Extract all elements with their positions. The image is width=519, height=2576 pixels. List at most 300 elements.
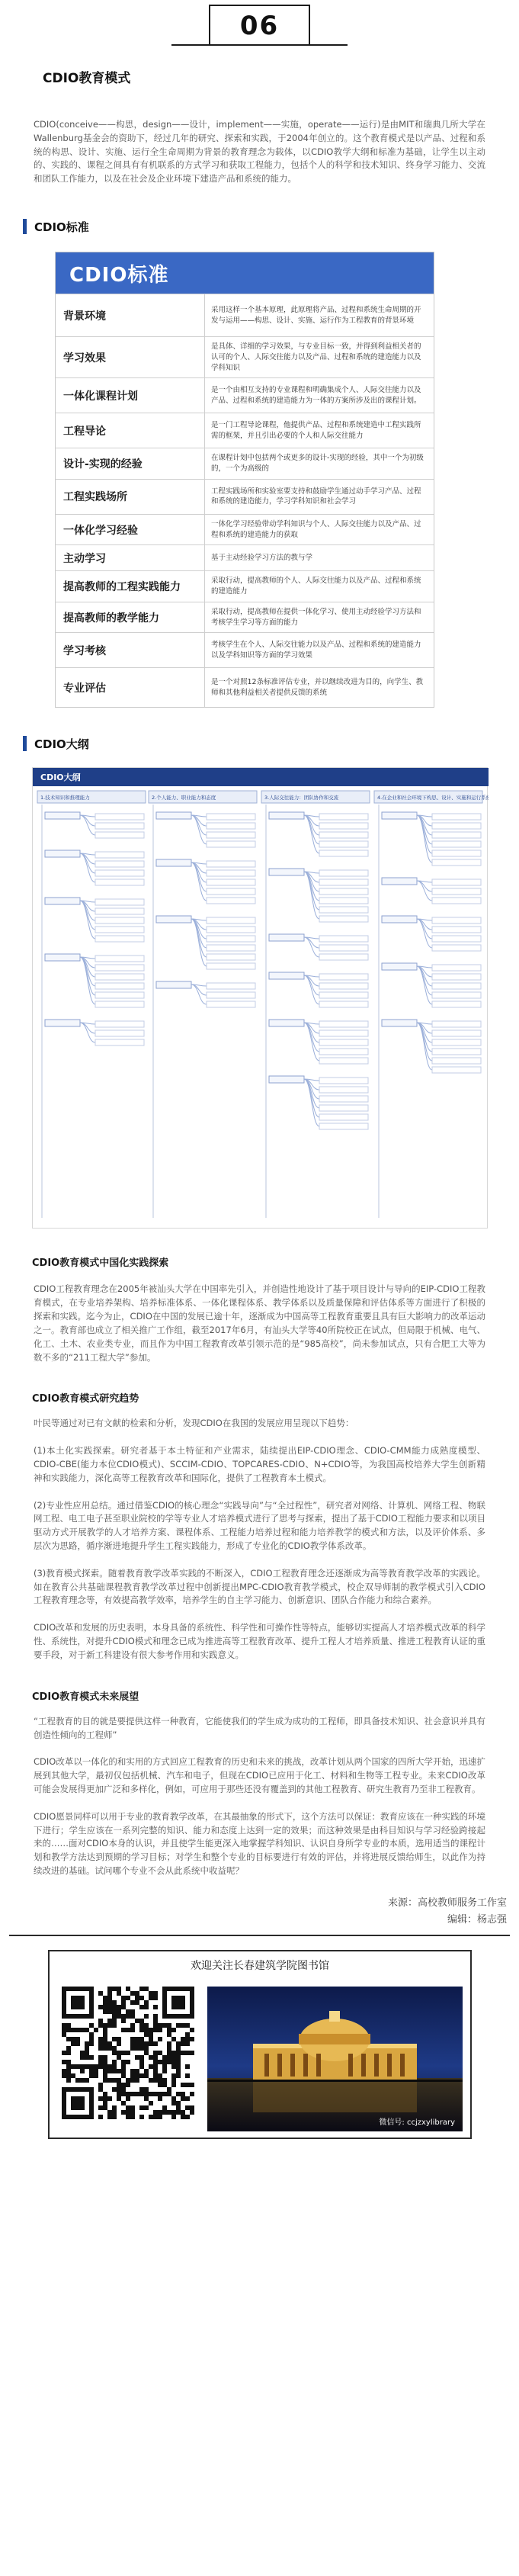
qr-module — [149, 2078, 153, 2083]
qr-module — [107, 2115, 112, 2119]
outline-leaf — [207, 917, 255, 923]
qr-module — [139, 2055, 144, 2060]
qr-module — [149, 2092, 153, 2096]
qr-module — [185, 2037, 190, 2041]
qr-module — [130, 2073, 135, 2078]
qr-module — [98, 2105, 103, 2110]
qr-module — [107, 2041, 112, 2046]
qr-module — [98, 2083, 103, 2087]
qr-module — [149, 2037, 153, 2041]
qr-module — [80, 2069, 85, 2073]
research-point-3: (3)教育模式探索。随着教育教学改革实践的不断深入，CDIO工程教育理念还逐渐成为高等教育教学改革的实践论。如在教育公共基础课程教育教学改革过程中创新提出MPC-CDIO教育教学模式，校企双导师制的教学模式引入CDIO工程教育理念等，有效提高教学效率，培养学生的自主学习能力、创新意识、团队合作能力和综合素养。 — [34, 1567, 485, 1606]
qr-module — [153, 2092, 158, 2096]
qr-module — [103, 2073, 107, 2078]
qr-module — [126, 2009, 130, 2014]
outline-leaf — [432, 1021, 481, 1027]
outline-node — [382, 812, 417, 819]
qr-module — [171, 2037, 176, 2041]
credits — [0, 1895, 519, 1929]
outline-leaf — [432, 1039, 481, 1045]
qr-module — [190, 2110, 194, 2115]
qr-module — [144, 2005, 149, 2009]
outline-column-header: 4.在企业和社会环境下构思、设计、实施和运行系统 — [377, 795, 489, 801]
outline-leaf — [319, 1058, 368, 1064]
qr-module — [176, 2051, 181, 2055]
qr-module — [103, 2023, 107, 2028]
qr-module — [153, 2073, 158, 2078]
standard-name: 提高教师的工程实践能力 — [56, 571, 205, 602]
outline-heading-text: CDIO大纲 — [34, 737, 89, 751]
qr-module — [130, 2069, 135, 2073]
qr-module — [94, 2028, 98, 2032]
outline-node — [269, 1076, 304, 1083]
qr-module — [139, 1987, 144, 1991]
qr-module — [171, 2060, 176, 2064]
qr-module — [103, 2046, 107, 2051]
qr-module — [117, 2041, 121, 2046]
qr-module — [153, 2055, 158, 2060]
outline-leaf — [319, 1096, 368, 1102]
standard-name: 学习效果 — [56, 337, 205, 377]
qr-module — [94, 2073, 98, 2078]
outline-leaf — [319, 814, 368, 820]
outline-leaf — [207, 823, 255, 829]
standard-name: 学习考核 — [56, 633, 205, 667]
outline-leaf — [95, 1001, 144, 1007]
qr-module — [117, 2083, 121, 2087]
outline-leaf — [432, 927, 481, 933]
qr-module — [121, 2092, 126, 2096]
outline-diagram — [32, 767, 488, 1229]
qr-module — [135, 2073, 139, 2078]
qr-module — [121, 2005, 126, 2009]
qr-module — [176, 2101, 181, 2105]
outline-leaf — [432, 1030, 481, 1036]
outline-leaf — [95, 908, 144, 914]
outline-node — [45, 898, 80, 904]
qr-module — [144, 2069, 149, 2073]
qr-module — [103, 2064, 107, 2069]
outline-leaf — [207, 879, 255, 885]
qr-module — [98, 2041, 103, 2046]
qr-module — [171, 2115, 176, 2119]
standard-name: 背景环境 — [56, 294, 205, 336]
outline-leaf — [319, 1078, 368, 1084]
qr-module — [190, 2028, 194, 2032]
qr-module — [144, 2041, 149, 2046]
qr-module — [171, 2078, 176, 2083]
outline-leaf — [432, 945, 481, 951]
qr-module — [126, 1987, 130, 1991]
qr-module — [149, 2101, 153, 2105]
qr-module — [103, 2096, 107, 2101]
qr-module — [66, 2023, 71, 2028]
qr-module — [103, 2032, 107, 2037]
qr-module — [98, 2019, 103, 2023]
qr-module — [107, 2078, 112, 2083]
qr-module — [107, 2000, 112, 2005]
qr-finder — [71, 2096, 85, 2110]
qr-module — [130, 1991, 135, 1996]
qr-module — [139, 2046, 144, 2051]
outline-leaf — [319, 936, 368, 942]
qr-module — [112, 2087, 117, 2092]
qr-module — [139, 2005, 144, 2009]
qr-module — [71, 2041, 75, 2046]
qr-module — [139, 1996, 144, 2000]
standards-banner — [56, 252, 434, 294]
qr-module — [103, 2069, 107, 2073]
qr-module — [107, 2019, 112, 2023]
qr-module — [112, 2051, 117, 2055]
qr-module — [107, 2069, 112, 2073]
qr-module — [126, 2096, 130, 2101]
qr-module — [66, 2060, 71, 2064]
qr-module — [121, 2110, 126, 2115]
qr-module — [162, 2064, 167, 2069]
qr-module — [190, 2083, 194, 2087]
qr-module — [117, 2096, 121, 2101]
qr-module — [103, 2037, 107, 2041]
outline-leaf — [432, 1001, 481, 1007]
outline-leaf — [207, 1001, 255, 1007]
qr-module — [176, 2092, 181, 2096]
outline-leaf — [95, 974, 144, 980]
qr-module — [171, 2073, 176, 2078]
outline-connector — [80, 901, 95, 930]
qr-module — [139, 2019, 144, 2023]
outline-connector — [191, 815, 207, 844]
qr-module — [139, 2041, 144, 2046]
qr-module — [153, 2064, 158, 2069]
outline-title: CDIO大纲 — [40, 772, 81, 783]
qr-module — [103, 2000, 107, 2005]
qr-module — [94, 2069, 98, 2073]
qr-module — [103, 2092, 107, 2096]
outline-leaf — [207, 945, 255, 951]
qr-module — [103, 2055, 107, 2060]
qr-module — [85, 2078, 89, 2083]
outline-leaf — [207, 870, 255, 876]
qr-module — [130, 2028, 135, 2032]
qr-module — [153, 2005, 158, 2009]
standard-row — [56, 448, 434, 479]
qr-finder — [71, 1996, 85, 2009]
section-number: 06 — [239, 11, 280, 41]
standard-row — [56, 667, 434, 707]
qr-module — [176, 2055, 181, 2060]
qr-module — [117, 2051, 121, 2055]
standard-row — [56, 336, 434, 377]
qr-module — [135, 2069, 139, 2073]
standard-row — [56, 377, 434, 413]
outline-connector — [417, 966, 432, 995]
standard-row — [56, 544, 434, 570]
qr-module — [171, 2028, 176, 2032]
outline-column-header: 1.技术知识和推理能力 — [40, 795, 90, 801]
outline-heading — [23, 734, 519, 753]
qr-module — [176, 2064, 181, 2069]
qr-module — [117, 2005, 121, 2009]
outline-node — [382, 916, 417, 923]
outline-leaf — [319, 1001, 368, 1007]
qr-module — [62, 2032, 66, 2037]
qr-module — [71, 2037, 75, 2041]
china-practice-title: CDIO教育模式中国化实践探索 — [32, 1257, 169, 1270]
section-title: CDIO教育模式 — [43, 71, 131, 86]
qr-module — [144, 2023, 149, 2028]
qr-module — [149, 1996, 153, 2000]
china-practice-paragraph: CDIO工程教育理念在2005年被汕头大学在中国率先引入，并创造性地设计了基于项目设计与导向的EIP-CDIO工程教育模式，在专业培养架构、培养标准体系、一体化课程体系、教学体系以及质量保障和评估体系等方面进行了积极的探索和实践。迄今为止，CDIO在中国的发展已逾十年，逐渐成为中国高等工程教育重要且具有巨大影响力的改革运动之一。教育部也成立了相关推广工作组，截至2017年6月，有汕头大学等40所院校正在试点，但局限于机械、电气、化工、土木、农业类专业，而且作为中国工程教育改革引领示范的是“985高校”，尚未参加试点，只有合肥工大等为数不多的“211工程大学”参加。 — [34, 1283, 485, 1363]
qr-module — [190, 2037, 194, 2041]
qr-module — [185, 2032, 190, 2037]
future-paragraph-2: CDIO愿景同样可以用于专业的教育教学改革，在其最抽象的形式下，这个方法可以保证：教育应该在一种实践的环境下进行；学生应该在一系列完整的知识、能力和态度上达到一定的效果；而这种效果是由科目知识与学习经验跨接起来的……面对CDIO本身的认识，并且使学生能更深入地掌握学科知识、认识自身所学专业的本质，选用适当的课程计划和教学方法达到预期的学习目标；对学生和整个专业的目标要进行有效的评估，并将进展反馈给师生，以此作为持续改进的基础。试问哪个专业不会从此系统中收益呢？ — [34, 1810, 485, 1877]
outline-leaf — [319, 879, 368, 885]
outline-connector — [304, 872, 319, 919]
qr-module — [98, 2037, 103, 2041]
outline-node — [156, 812, 191, 819]
standard-description: 是具体、详细的学习效果，与专业目标一致，并得到利益相关者的认可的个人、人际交往能力以及产品、过程和系统的建造能力以及学科知识 — [211, 342, 421, 372]
standard-row — [56, 479, 434, 514]
qr-module — [162, 2060, 167, 2064]
outline-leaf — [432, 850, 481, 856]
standards-table — [55, 252, 434, 708]
qr-module — [80, 2028, 85, 2032]
outline-leaf — [95, 899, 144, 905]
outline-leaf — [95, 1021, 144, 1027]
outline-leaf — [319, 907, 368, 913]
qr-module — [167, 2023, 171, 2028]
qr-module — [144, 2032, 149, 2037]
outline-leaf — [207, 992, 255, 998]
qr-module — [71, 2028, 75, 2032]
qr-module — [167, 2087, 171, 2092]
qr-module — [75, 2037, 80, 2041]
qr-module — [149, 1991, 153, 1996]
outline-connector — [304, 1023, 319, 1052]
qr-module — [149, 2115, 153, 2119]
qr-code[interactable] — [62, 1985, 194, 2121]
standard-name: 工程实践场所 — [56, 480, 205, 514]
qr-module — [121, 2083, 126, 2087]
outline-leaf — [432, 879, 481, 885]
outline-leaf — [319, 1114, 368, 1120]
qr-module — [98, 2064, 103, 2069]
qr-module — [139, 2115, 144, 2119]
qr-module — [112, 2060, 117, 2064]
qr-module — [167, 2028, 171, 2032]
qr-module — [130, 2023, 135, 2028]
qr-module — [89, 2037, 94, 2041]
standard-description: 基于主动经验学习方法的教与学 — [211, 554, 313, 563]
qr-module — [153, 2078, 158, 2083]
outline-leaf — [432, 936, 481, 942]
outline-leaf — [432, 992, 481, 998]
outline-leaf — [207, 841, 255, 847]
qr-module — [112, 2064, 117, 2069]
qr-module — [121, 2073, 126, 2078]
qr-module — [153, 2069, 158, 2073]
outline-leaf — [432, 983, 481, 989]
outline-column-header: 3.人际交往能力：团队协作和交流 — [264, 795, 339, 801]
qr-module — [117, 2014, 121, 2019]
outline-node — [269, 1020, 304, 1026]
outline-node — [269, 934, 304, 941]
qr-module — [98, 2096, 103, 2101]
standard-row — [56, 632, 434, 667]
qr-module — [149, 2028, 153, 2032]
qr-module — [181, 2023, 185, 2028]
qr-module — [117, 2087, 121, 2092]
outline-node — [382, 1020, 417, 1026]
standard-row — [56, 413, 434, 448]
qr-module — [130, 2000, 135, 2005]
qr-module — [167, 2046, 171, 2051]
qr-module — [144, 2000, 149, 2005]
qr-module — [75, 2028, 80, 2032]
qr-module — [112, 2037, 117, 2041]
qr-module — [112, 2046, 117, 2051]
qr-module — [171, 2064, 176, 2069]
footer-divider — [9, 1935, 510, 1936]
qr-module — [107, 1987, 112, 1991]
qr-module — [89, 2023, 94, 2028]
outline-leaf — [95, 861, 144, 867]
qr-module — [121, 2019, 126, 2023]
qr-module — [98, 2055, 103, 2060]
qr-module — [117, 2037, 121, 2041]
standards-rows — [56, 294, 434, 707]
qr-module — [162, 2023, 167, 2028]
follow-title: 欢迎关注长春建筑学院图书馆 — [191, 1960, 329, 1973]
standard-name: 工程导论 — [56, 413, 205, 448]
qr-module — [144, 2028, 149, 2032]
qr-module — [103, 2028, 107, 2032]
outline-leaf — [432, 814, 481, 820]
qr-module — [121, 2028, 126, 2032]
outline-leaf — [95, 992, 144, 998]
qr-module — [103, 1996, 107, 2000]
qr-module — [89, 2032, 94, 2037]
standards-banner-text: CDIO标准 — [69, 263, 169, 287]
qr-module — [126, 2110, 130, 2115]
outline-leaf — [95, 879, 144, 885]
outline-leaf — [95, 917, 144, 923]
research-point-1: (1)本土化实践探索。研究者基于本土特征和产业需求，陆续提出EIP-CDIO理念、CDIO-CMM能力成熟度模型、CDIO-CBE(能力本位CDIO模式)、SCCIM-CDIO、TOPCARES-CDIO、N+CDIO等，为我国高校培养大学生创新精神和实践能力，深化高等工程教育改革和国际化，提供了工程教育本土模式。 — [34, 1445, 485, 1483]
qr-module — [94, 2064, 98, 2069]
standard-description: 是一门工程导论课程，他提供产品、过程和系统建造中工程实践所需的框架，并且引出必要的个人和人际交往能力 — [211, 421, 421, 440]
qr-module — [103, 2078, 107, 2083]
qr-module — [98, 2046, 103, 2051]
qr-module — [126, 2028, 130, 2032]
qr-module — [107, 1996, 112, 2000]
outline-leaf — [432, 917, 481, 923]
qr-module — [121, 1996, 126, 2000]
qr-module — [98, 2060, 103, 2064]
qr-module — [181, 2110, 185, 2115]
outline-leaf — [95, 956, 144, 962]
qr-module — [121, 2101, 126, 2105]
qr-module — [75, 2078, 80, 2083]
standard-name: 一体化学习经验 — [56, 515, 205, 545]
qr-module — [117, 1991, 121, 1996]
qr-module — [171, 2083, 176, 2087]
qr-module — [62, 2069, 66, 2073]
qr-module — [117, 2069, 121, 2073]
qr-module — [190, 2105, 194, 2110]
qr-module — [103, 2105, 107, 2110]
outline-branches — [42, 805, 481, 1218]
outline-node — [156, 916, 191, 923]
qr-module — [135, 1991, 139, 1996]
outline-node — [45, 1020, 80, 1026]
qr-module — [171, 2055, 176, 2060]
qr-module — [98, 2005, 103, 2009]
source-line: 来源：高校教师服务工作室 — [387, 1897, 507, 1909]
qr-module — [158, 2028, 162, 2032]
qr-module — [135, 2037, 139, 2041]
qr-module — [162, 2069, 167, 2073]
outline-leaf — [319, 1039, 368, 1045]
qr-module — [135, 1996, 139, 2000]
outline-connector — [80, 957, 95, 1004]
qr-module — [162, 2110, 167, 2115]
qr-module — [107, 1991, 112, 1996]
qr-module — [85, 2064, 89, 2069]
section-number-badge — [0, 0, 519, 53]
qr-module — [130, 2014, 135, 2019]
outline-leaf — [207, 888, 255, 895]
outline-leaf — [95, 927, 144, 933]
outline-connector — [417, 919, 432, 948]
standards-heading — [23, 217, 519, 236]
qr-module — [158, 2023, 162, 2028]
qr-module — [190, 2092, 194, 2096]
qr-module — [80, 2051, 85, 2055]
qr-module — [107, 2005, 112, 2009]
outline-leaf — [319, 1105, 368, 1111]
qr-module — [75, 2064, 80, 2069]
standard-description: 采用这样一个基本原理，此原理将产品、过程和系统生命周期的开发与运用——构思、设计、实施、运行作为工程教育的背景环境 — [211, 305, 421, 325]
qr-module — [167, 2032, 171, 2037]
qr-module — [62, 2073, 66, 2078]
qr-module — [181, 2083, 185, 2087]
qr-module — [139, 2092, 144, 2096]
qr-module — [185, 2115, 190, 2119]
qr-module — [185, 2051, 190, 2055]
standard-name: 专业评估 — [56, 668, 205, 707]
outline-leaf — [95, 936, 144, 942]
standard-row — [56, 514, 434, 545]
qr-module — [107, 2064, 112, 2069]
outline-leaf — [95, 823, 144, 829]
qr-module — [130, 2046, 135, 2051]
outline-leaf — [207, 898, 255, 904]
qr-module — [130, 2037, 135, 2041]
outline-leaf — [95, 965, 144, 971]
editor-line: 编辑：杨志强 — [447, 1913, 507, 1926]
standard-name: 设计-实现的经验 — [56, 448, 205, 479]
qr-module — [75, 2041, 80, 2046]
outline-node — [269, 869, 304, 875]
qr-module — [80, 2064, 85, 2069]
qr-module — [144, 2092, 149, 2096]
outline-connector — [304, 1079, 319, 1126]
qr-module — [144, 2073, 149, 2078]
qr-module — [112, 2005, 117, 2009]
qr-module — [66, 2064, 71, 2069]
outline-columns — [37, 791, 489, 803]
